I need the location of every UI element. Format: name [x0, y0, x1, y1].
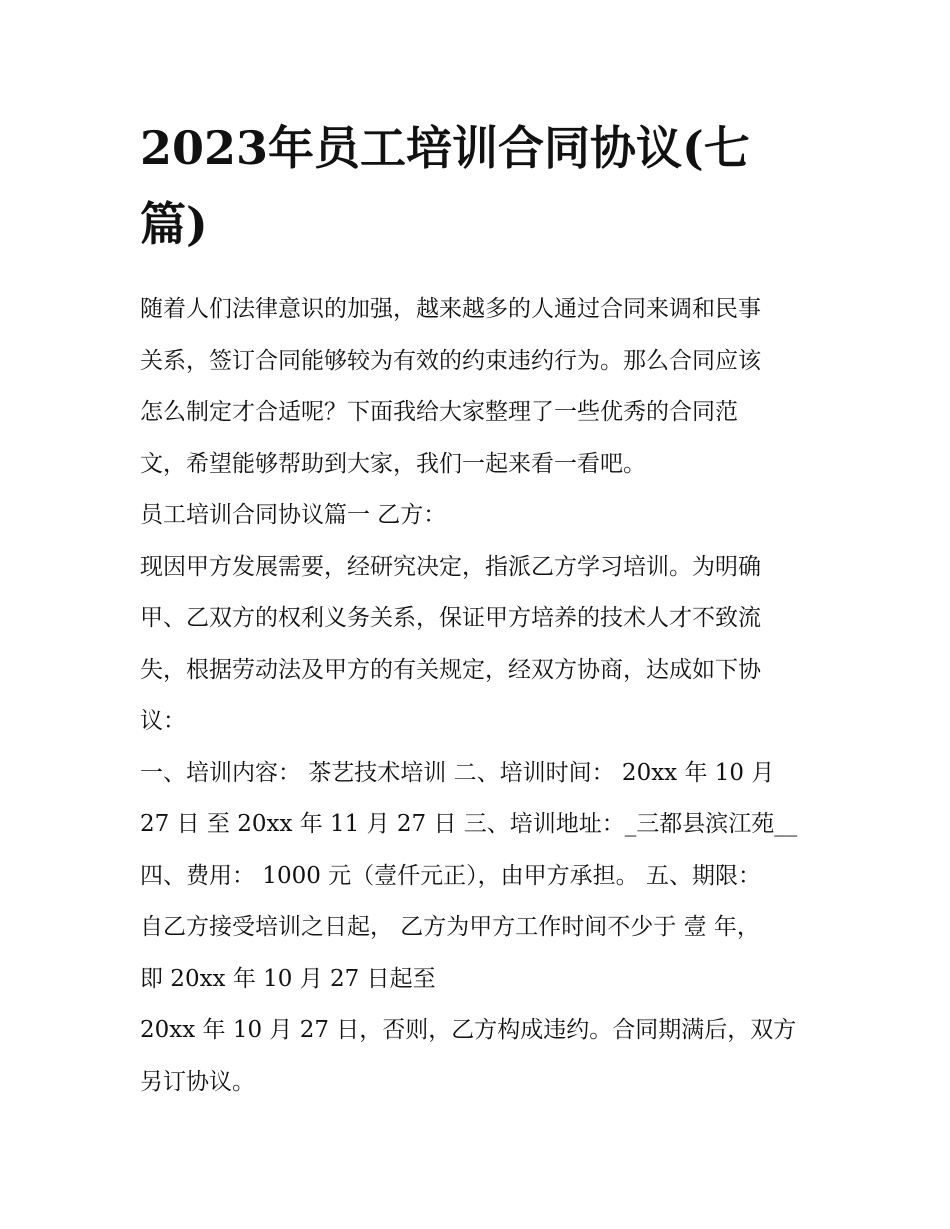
- section-heading-text: 员工培训合同协议篇一 乙方：: [140, 502, 447, 528]
- title-line-2: 篇): [140, 197, 208, 251]
- paragraph-line: 四、费用： 1000 元（壹仟元正），由甲方承担。 五、期限：: [140, 862, 761, 889]
- paragraph-line: 即 20xx 年 10 月 27 日起至: [140, 965, 436, 992]
- paragraph-terms: [140, 748, 812, 1006]
- paragraph-line: 27 日 至 20xx 年 11 月 27 日 三、培训地址：_三都县滨江苑__: [140, 811, 798, 837]
- paragraph-line: 一、培训内容： 茶艺技术培训 二、培训时间： 20xx 年 10 月: [140, 759, 775, 786]
- paragraph-line: 失，根据劳动法及甲方的有关规定，经双方协商，达成如下协: [140, 656, 761, 683]
- paragraph-line: 议：: [140, 708, 186, 734]
- document-body: [140, 284, 812, 1108]
- intro-line: 随着人们法律意识的加强，越来越多的人通过合同来调和民事: [140, 296, 761, 322]
- paragraph-term-end: [140, 1005, 812, 1108]
- section-heading: [140, 490, 812, 542]
- paragraph-purpose: [140, 542, 812, 748]
- paragraph-line: 20xx 年 10 月 27 日，否则，乙方构成违约。合同期满后，双方: [140, 1017, 797, 1043]
- title-line-1: 2023年员工培训合同协议(七: [140, 121, 750, 175]
- intro-paragraph: [140, 284, 812, 490]
- intro-line: 关系，签订合同能够较为有效的约束违约行为。那么合同应该: [140, 347, 761, 374]
- document-page: [140, 110, 812, 1108]
- paragraph-line: 现因甲方发展需要，经研究决定，指派乙方学习培训。为明确: [140, 553, 761, 580]
- intro-line: 怎么制定才合适呢？下面我给大家整理了一些优秀的合同范: [140, 399, 738, 425]
- paragraph-line: 另订协议。: [140, 1068, 255, 1095]
- document-title: [140, 110, 812, 262]
- paragraph-line: 自乙方接受培训之日起， 乙方为甲方工作时间不少于 壹 年，: [140, 914, 760, 940]
- paragraph-line: 甲、乙双方的权利义务关系，保证甲方培养的技术人才不致流: [140, 605, 761, 631]
- intro-line: 文，希望能够帮助到大家，我们一起来看一看吧。: [140, 450, 646, 477]
